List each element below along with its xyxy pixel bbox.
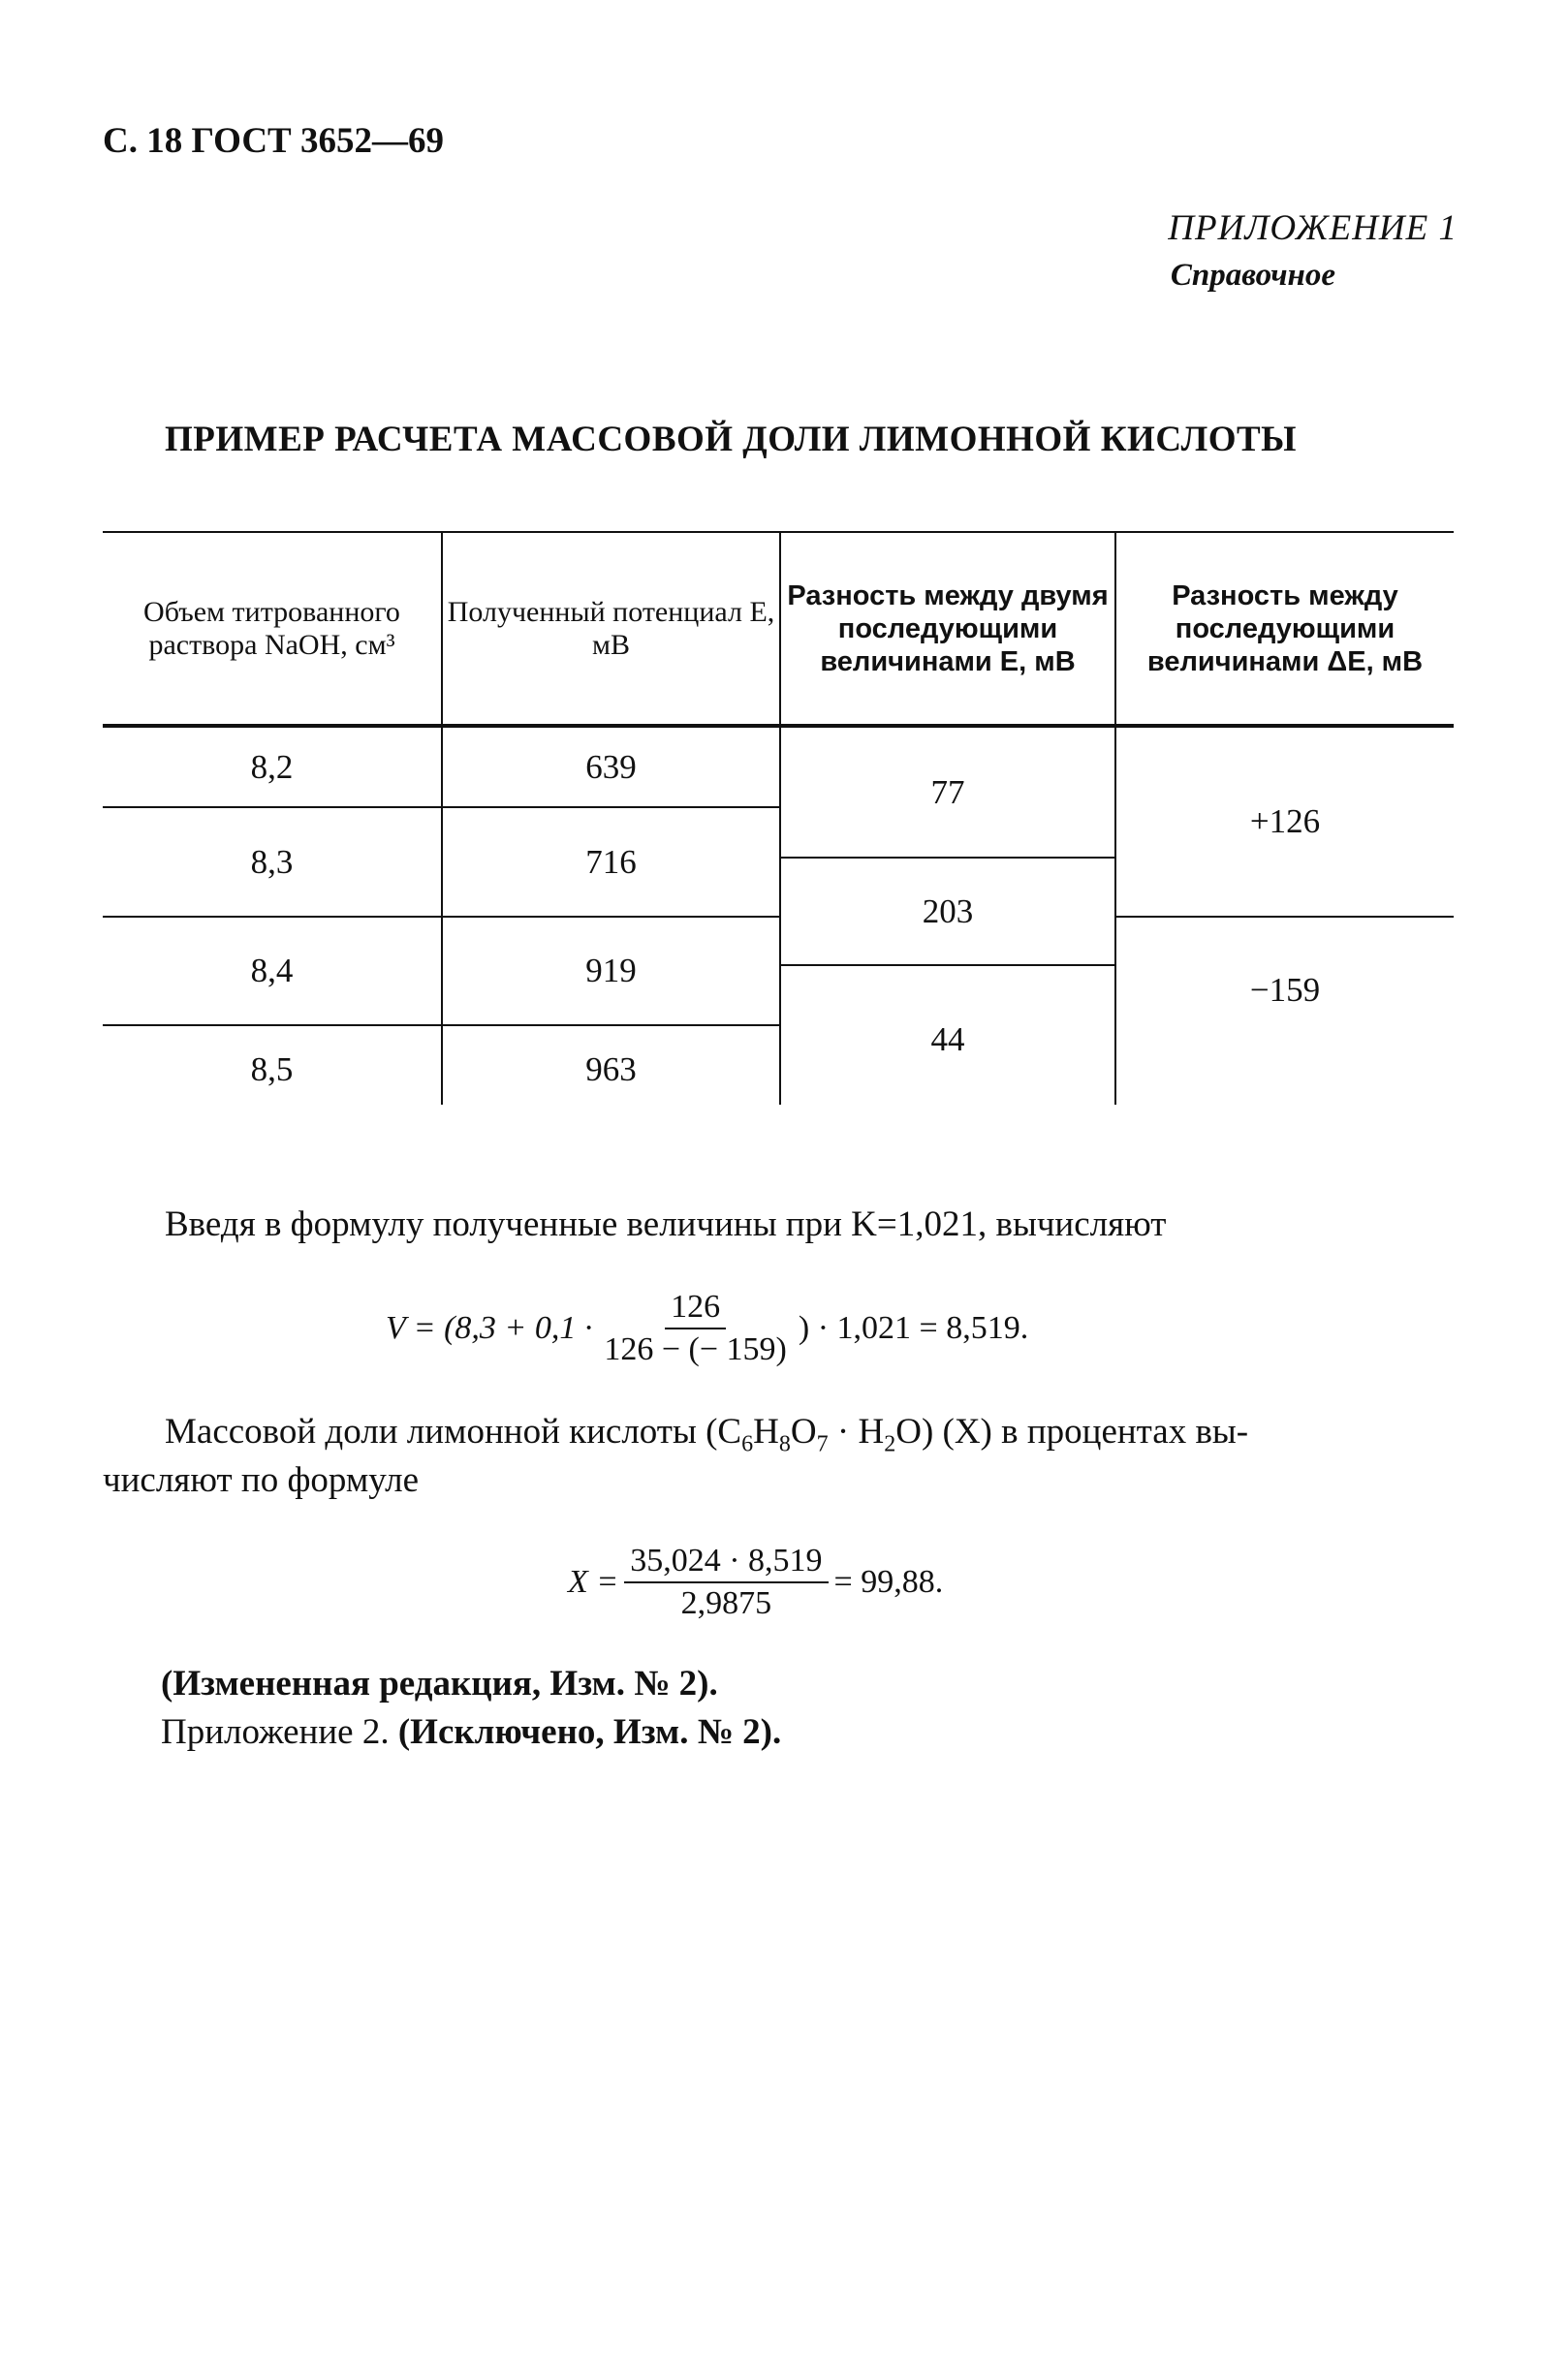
second-difference-cell: +126	[1249, 802, 1321, 840]
document-title: ПРИМЕР РАСЧЕТА МАССОВОЙ ДОЛИ ЛИМОННОЙ КИСЛОТЫ	[165, 420, 1297, 459]
formula-mass-fraction	[568, 1543, 943, 1622]
volume-cell: 8,2	[250, 747, 294, 786]
subscript: 8	[778, 1431, 791, 1457]
formula-lhs: V = (8,3 + 0,1 ·	[386, 1310, 593, 1346]
page-header: С. 18 ГОСТ 3652—69	[103, 121, 444, 161]
header-second-difference: Разность между последующими величинами ΔE, мВ	[1146, 579, 1424, 677]
volume-cell: 8,5	[250, 1050, 294, 1088]
mass-text: Массовой доли лимонной кислоты (C	[165, 1412, 742, 1452]
mass-paragraph-line2: числяют по формуле	[103, 1460, 420, 1500]
intro-paragraph: Введя в формулу полученные величины при K=1,021, вычисляют	[165, 1204, 1167, 1244]
formula-volume	[386, 1289, 1028, 1368]
subscript: 2	[884, 1431, 896, 1457]
difference-cell: 44	[930, 1020, 965, 1058]
amendment-note: (Измененная редакция, Изм. № 2).	[161, 1664, 718, 1704]
formula-fraction	[624, 1543, 828, 1622]
mass-text: · H	[828, 1412, 885, 1452]
formula-fraction	[598, 1289, 793, 1368]
appendix-subtitle: Справочное	[1170, 258, 1335, 293]
volume-cell: 8,3	[250, 842, 294, 881]
appendix-2-note	[161, 1709, 781, 1756]
second-difference-cell: −159	[1249, 971, 1321, 1009]
formula-rhs: = 99,88.	[833, 1564, 944, 1600]
mass-text: O) (X) в процентах вы-	[895, 1412, 1249, 1452]
potential-cell: 963	[585, 1050, 637, 1088]
header-difference: Разность между двумя последующими величинами E, мВ	[787, 579, 1109, 677]
potential-cell: 639	[585, 747, 637, 786]
formula-lhs: X =	[568, 1564, 619, 1600]
note-text-bold: (Исключено, Изм. № 2).	[397, 1712, 782, 1752]
subscript: 6	[741, 1431, 754, 1457]
header-volume: Объем титрованного раствора NaOH, см³	[143, 595, 400, 661]
header-potential: Полученный потенциал E, мВ	[447, 595, 775, 661]
fraction-numerator: 126	[665, 1289, 726, 1329]
note-text: Приложение 2.	[161, 1712, 398, 1752]
difference-cell: 203	[922, 891, 974, 930]
potential-cell: 716	[585, 842, 637, 881]
fraction-denominator: 126 − (− 159)	[604, 1331, 787, 1367]
mass-text: O	[790, 1412, 817, 1452]
appendix-label: ПРИЛОЖЕНИЕ 1	[1168, 208, 1458, 248]
mass-text: H	[753, 1412, 779, 1452]
fraction-numerator: 35,024 · 8,519	[624, 1543, 828, 1583]
formula-rhs: ) · 1,021 = 8,519.	[798, 1310, 1029, 1346]
potential-cell: 919	[585, 952, 637, 989]
difference-cell: 77	[930, 772, 965, 811]
subscript: 7	[816, 1431, 829, 1457]
fraction-denominator: 2,9875	[680, 1585, 772, 1621]
volume-cell: 8,4	[250, 952, 294, 989]
